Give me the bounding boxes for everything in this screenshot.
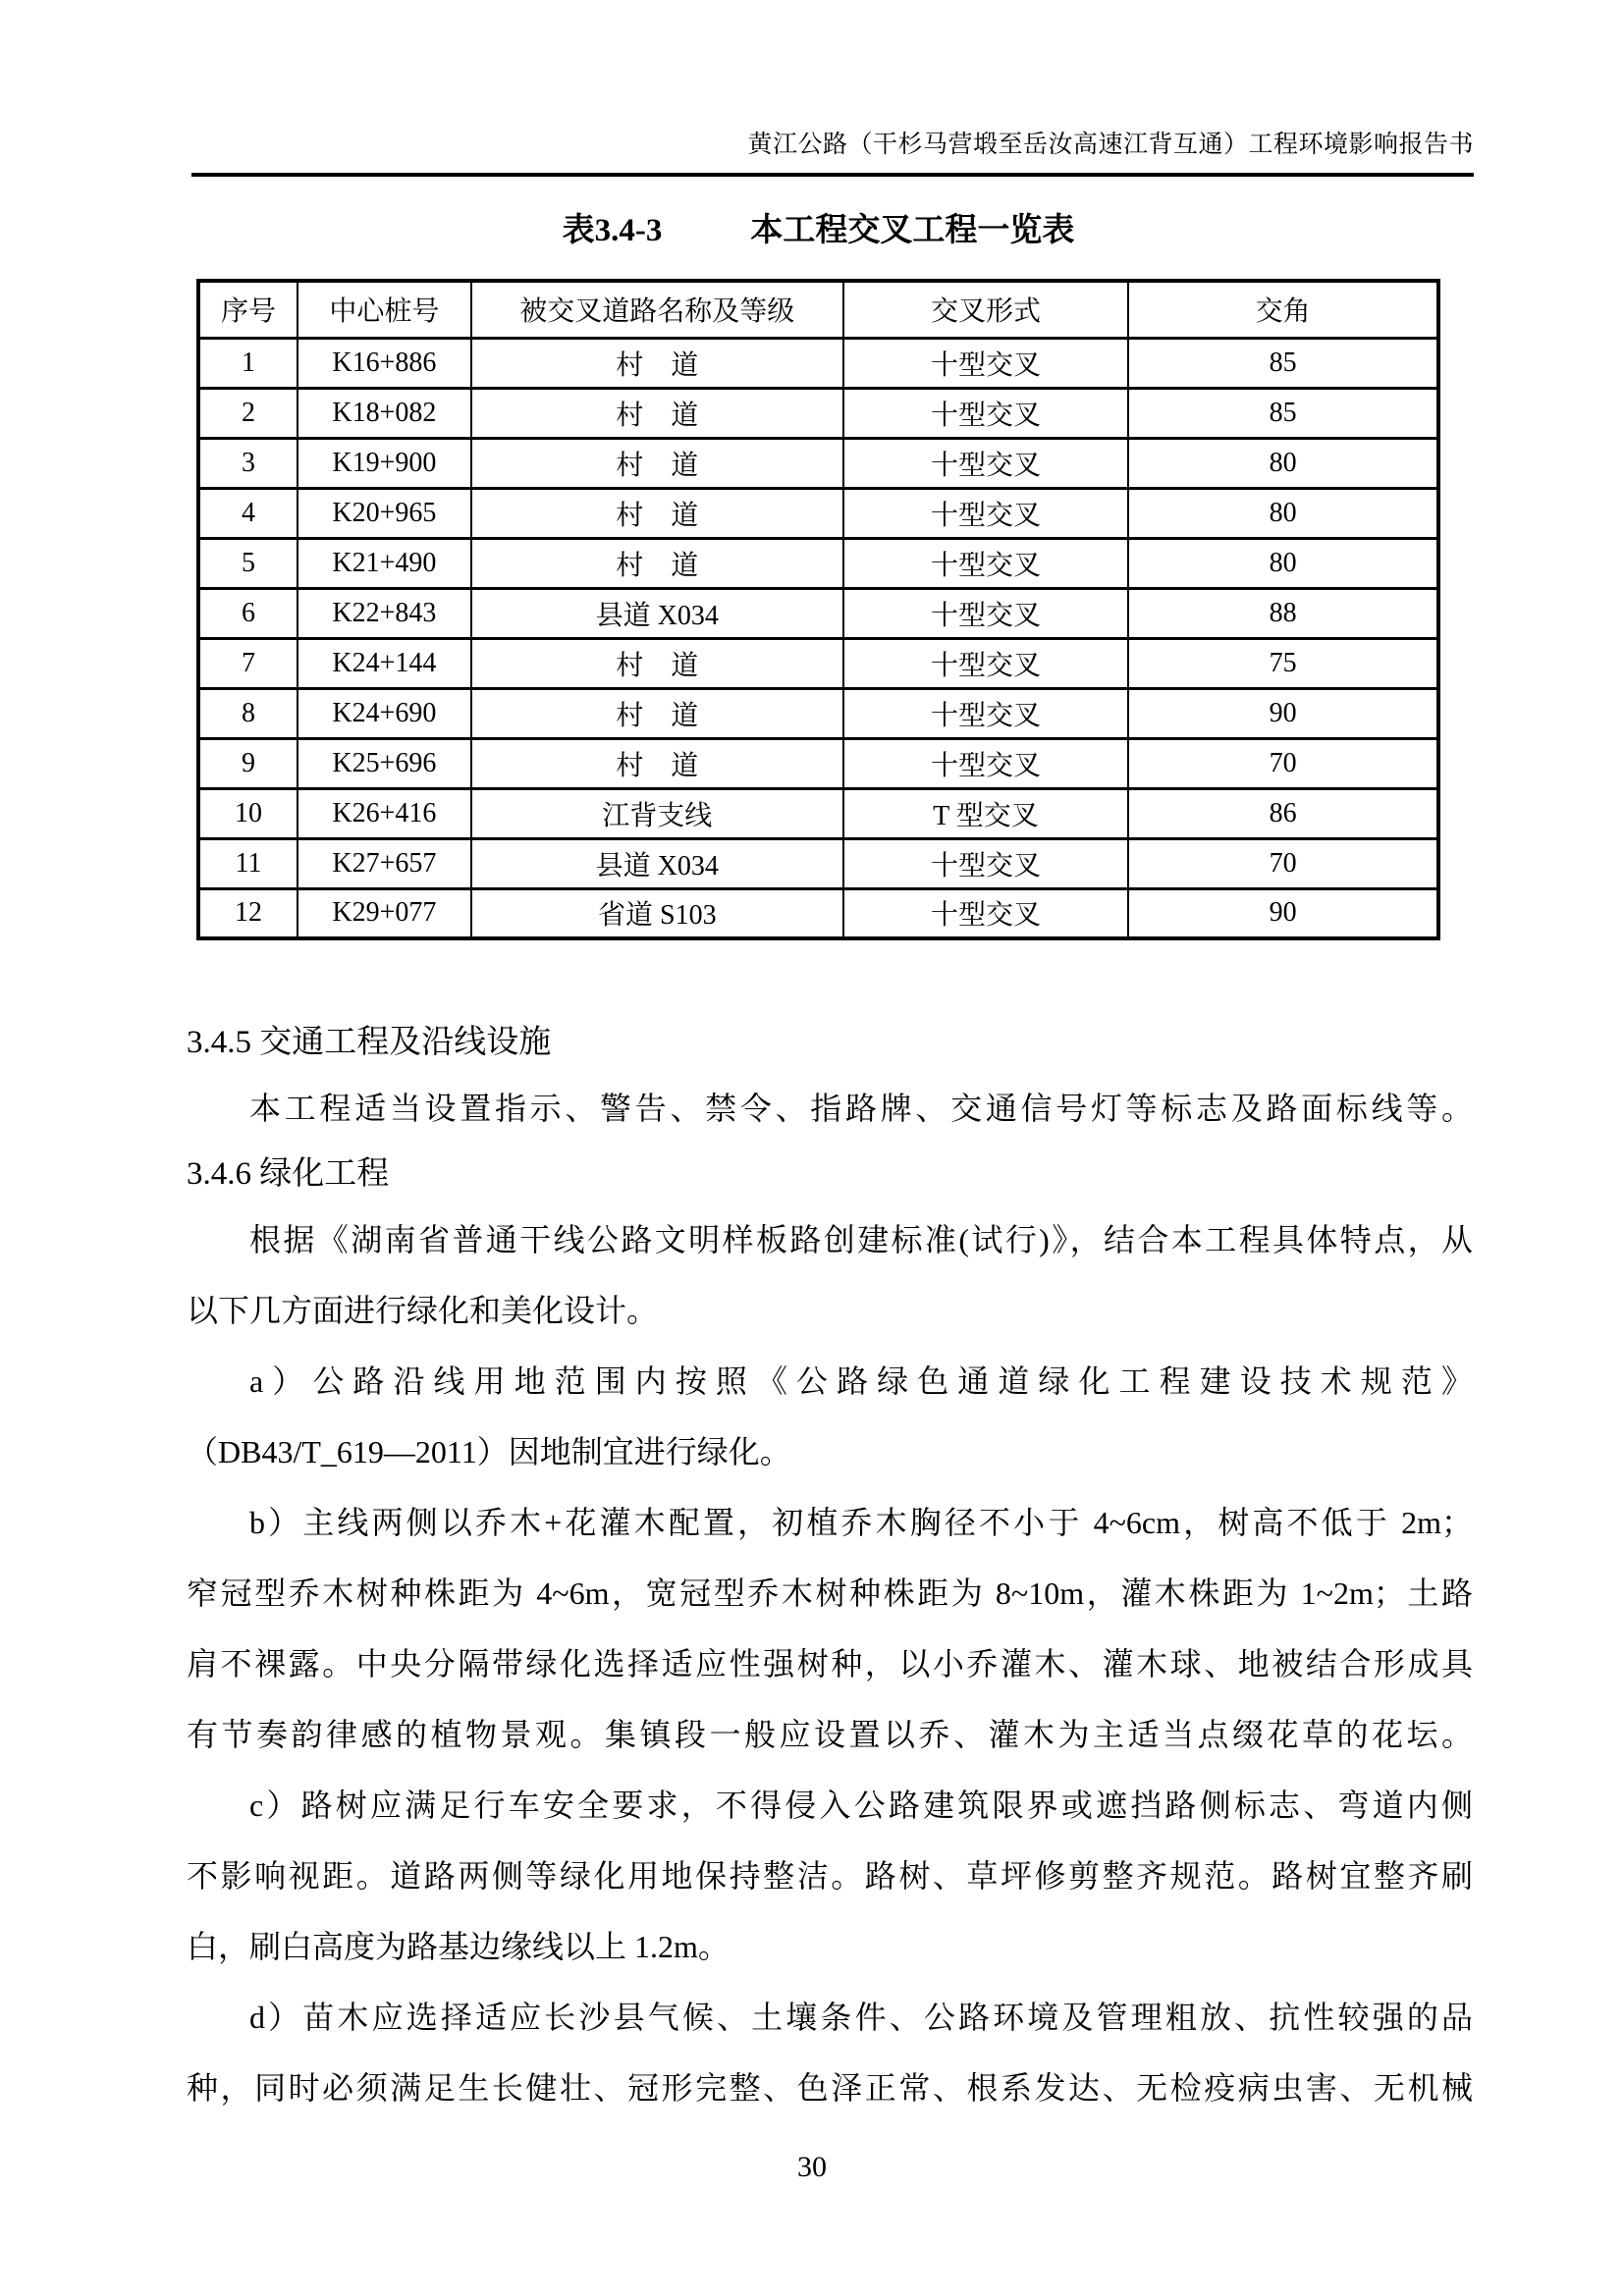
- body-line: c）路树应满足行车安全要求，不得侵入公路建筑限界或遮挡路侧标志、弯道内侧: [249, 1788, 1473, 1823]
- table-row: [198, 488, 1438, 538]
- road-cell: 村 道: [471, 388, 843, 438]
- col-header-seq: 序号: [198, 281, 298, 338]
- table-row: [198, 638, 1438, 688]
- angle-cell: 85: [1128, 338, 1438, 388]
- seq-cell: 1: [198, 338, 298, 388]
- form-cell: 十型交叉: [843, 588, 1128, 638]
- form-cell: 十型交叉: [843, 338, 1128, 388]
- page-number: 30: [797, 2151, 827, 2183]
- road-cell: 村 道: [471, 738, 843, 788]
- body-line: 白，刷白高度为路基边缘线以上 1.2m。: [187, 1929, 730, 1964]
- road-cell: 村 道: [471, 638, 843, 688]
- seq-cell: 9: [198, 738, 298, 788]
- col-header-stake: 中心桩号: [298, 281, 471, 338]
- body-line: 肩不裸露。中央分隔带绿化选择适应性强树种，以小乔灌木、灌木球、地被结合形成具: [187, 1646, 1473, 1682]
- col-header-form: 交叉形式: [843, 281, 1128, 338]
- table-header-row: [198, 281, 1438, 338]
- angle-cell: 90: [1128, 688, 1438, 738]
- seq-cell: 5: [198, 538, 298, 588]
- table-row: [198, 688, 1438, 738]
- form-cell: 十型交叉: [843, 488, 1128, 538]
- body-line: 有节奏韵律感的植物景观。集镇段一般应设置以乔、灌木为主适当点缀花草的花坛。: [187, 1717, 1473, 1752]
- stake-cell: K24+690: [298, 688, 471, 738]
- angle-cell: 86: [1128, 788, 1438, 838]
- form-cell: 十型交叉: [843, 388, 1128, 438]
- angle-cell: 90: [1128, 888, 1438, 938]
- table-row: [198, 888, 1438, 938]
- body-text: [187, 1012, 1473, 2123]
- seq-cell: 10: [198, 788, 298, 838]
- stake-cell: K29+077: [298, 888, 471, 938]
- road-cell: 村 道: [471, 438, 843, 488]
- table-row: [198, 788, 1438, 838]
- form-cell: 十型交叉: [843, 638, 1128, 688]
- seq-cell: 4: [198, 488, 298, 538]
- angle-cell: 70: [1128, 838, 1438, 888]
- form-cell: 十型交叉: [843, 688, 1128, 738]
- angle-cell: 80: [1128, 438, 1438, 488]
- stake-cell: K24+144: [298, 638, 471, 688]
- section-heading-3-4-5: 3.4.5 交通工程及沿线设施: [187, 1025, 552, 1060]
- seq-cell: 3: [198, 438, 298, 488]
- table-caption: [196, 208, 1440, 253]
- col-header-angle: 交角: [1128, 281, 1438, 338]
- crossings-table: [196, 279, 1440, 940]
- col-header-road: 被交叉道路名称及等级: [471, 281, 843, 338]
- angle-cell: 70: [1128, 738, 1438, 788]
- body-line: a）公路沿线用地范围内按照《公路绿色通道绿化工程建设技术规范》: [249, 1363, 1473, 1399]
- form-cell: 十型交叉: [843, 838, 1128, 888]
- stake-cell: K22+843: [298, 588, 471, 638]
- form-cell: 十型交叉: [843, 438, 1128, 488]
- stake-cell: K27+657: [298, 838, 471, 888]
- stake-cell: K20+965: [298, 488, 471, 538]
- form-cell: 十型交叉: [843, 888, 1128, 938]
- section-heading-3-4-6: 3.4.6 绿化工程: [187, 1156, 390, 1192]
- seq-cell: 7: [198, 638, 298, 688]
- table-row: [198, 738, 1438, 788]
- body-line: 本工程适当设置指示、警告、禁令、指路牌、交通信号灯等标志及路面标线等。: [249, 1091, 1473, 1126]
- table-caption-title: 本工程交叉工程一览表: [750, 213, 1075, 248]
- body-line: d）苗木应选择适应长沙县气候、土壤条件、公路环境及管理粗放、抗性较强的品: [249, 2000, 1473, 2035]
- road-cell: 村 道: [471, 338, 843, 388]
- stake-cell: K19+900: [298, 438, 471, 488]
- angle-cell: 88: [1128, 588, 1438, 638]
- road-cell: 村 道: [471, 688, 843, 738]
- form-cell: 十型交叉: [843, 738, 1128, 788]
- table-caption-label: 表3.4-3: [562, 213, 663, 248]
- table-row: [198, 388, 1438, 438]
- body-line: 窄冠型乔木树种株距为 4~6m，宽冠型乔木树种株距为 8~10m，灌木株距为 1~2m；土路: [187, 1575, 1473, 1611]
- road-cell: 县道 X034: [471, 588, 843, 638]
- report-header-title: 黄江公路（干杉马营塅至岳汝高速江背互通）工程环境影响报告书: [747, 132, 1474, 158]
- stake-cell: K25+696: [298, 738, 471, 788]
- angle-cell: 80: [1128, 488, 1438, 538]
- seq-cell: 12: [198, 888, 298, 938]
- seq-cell: 11: [198, 838, 298, 888]
- body-line: 以下几方面进行绿化和美化设计。: [187, 1293, 659, 1328]
- table-row: [198, 438, 1438, 488]
- body-line: b）主线两侧以乔木+花灌木配置，初植乔木胸径不小于 4~6cm，树高不低于 2m；: [249, 1505, 1473, 1540]
- table-row: [198, 588, 1438, 638]
- body-line: 根据《湖南省普通干线公路文明样板路创建标准(试行)》，结合本工程具体特点，从: [249, 1222, 1473, 1257]
- stake-cell: K16+886: [298, 338, 471, 388]
- table-row: [198, 538, 1438, 588]
- seq-cell: 2: [198, 388, 298, 438]
- table-row: [198, 338, 1438, 388]
- road-cell: 省道 S103: [471, 888, 843, 938]
- seq-cell: 6: [198, 588, 298, 638]
- stake-cell: K18+082: [298, 388, 471, 438]
- seq-cell: 8: [198, 688, 298, 738]
- angle-cell: 85: [1128, 388, 1438, 438]
- road-cell: 江背支线: [471, 788, 843, 838]
- form-cell: T 型交叉: [843, 788, 1128, 838]
- stake-cell: K21+490: [298, 538, 471, 588]
- angle-cell: 80: [1128, 538, 1438, 588]
- body-line: （DB43/T_619—2011）因地制宜进行绿化。: [187, 1434, 791, 1469]
- table-row: [198, 838, 1438, 888]
- form-cell: 十型交叉: [843, 538, 1128, 588]
- road-cell: 县道 X034: [471, 838, 843, 888]
- angle-cell: 75: [1128, 638, 1438, 688]
- road-cell: 村 道: [471, 488, 843, 538]
- body-line: 不影响视距。道路两侧等绿化用地保持整洁。路树、草坪修剪整齐规范。路树宜整齐刷: [187, 1858, 1473, 1894]
- body-line: 种，同时必须满足生长健壮、冠形完整、色泽正常、根系发达、无检疫病虫害、无机械: [187, 2070, 1473, 2106]
- stake-cell: K26+416: [298, 788, 471, 838]
- header-rule: [191, 173, 1474, 177]
- road-cell: 村 道: [471, 538, 843, 588]
